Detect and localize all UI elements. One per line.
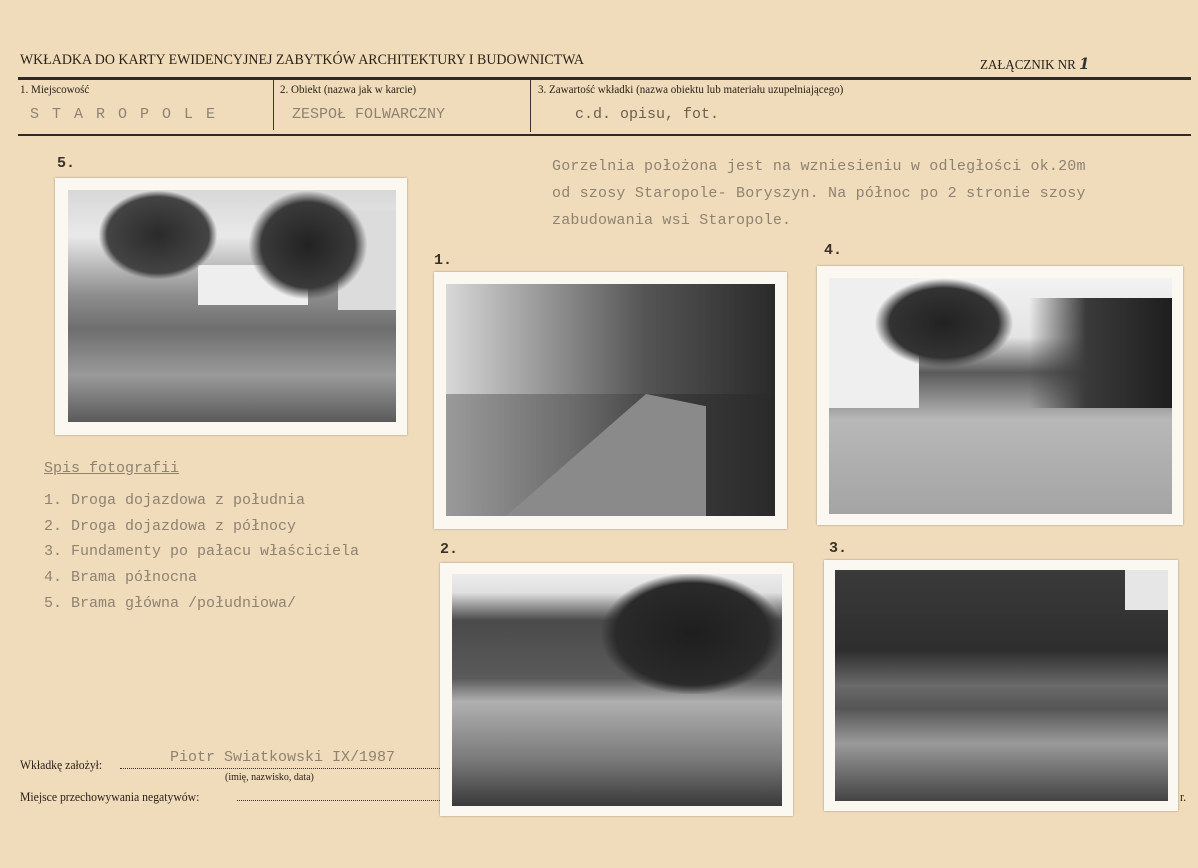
photo-list-title: Spis fotografii: [44, 460, 180, 477]
form-title: WKŁADKA DO KARTY EWIDENCYJNEJ ZABYTKÓW ARCHITEKTURY I BUDOWNICTWA: [20, 52, 584, 68]
author-hint: (imię, nazwisko, data): [225, 772, 314, 783]
photo-list-item: 1. Droga dojazdowa z południa: [44, 492, 306, 509]
footer-tail: r.: [1180, 789, 1187, 804]
photo-number: 5.: [57, 155, 76, 172]
field-divider: [273, 80, 274, 130]
header-divider: [18, 77, 1191, 80]
photo-list-item: 3. Fundamenty po pałacu właściciela: [44, 543, 360, 560]
negatives-line: [237, 800, 440, 801]
photo-list-item: 4. Brama północna: [44, 569, 198, 586]
photo-number: 4.: [824, 242, 843, 259]
fields-divider: [18, 134, 1191, 136]
author-line: [120, 768, 440, 769]
field-value-content: c.d. opisu, fot.: [575, 106, 720, 123]
field-divider: [530, 80, 531, 132]
photo-2: [440, 563, 793, 816]
photo-list-item: 2. Droga dojazdowa z północy: [44, 518, 297, 535]
photo-3: [824, 560, 1178, 811]
field-value-object: ZESPOŁ FOLWARCZNY: [292, 106, 446, 123]
photo-4: [817, 266, 1183, 525]
field-label-locality: 1. Miejscowość: [20, 82, 90, 96]
field-label-content: 3. Zawartość wkładki (nazwa obiektu lub materiału uzupełniającego): [538, 82, 844, 96]
photo-list-item: 5. Brama główna /południowa/: [44, 595, 297, 612]
photo-number: 1.: [434, 252, 453, 269]
attachment-label: ZAŁĄCZNIK NR: [980, 58, 1076, 73]
field-label-object: 2. Obiekt (nazwa jak w karcie): [280, 82, 417, 96]
field-value-locality: S T A R O P O L E: [30, 106, 218, 123]
description-line: od szosy Staropole- Boryszyn. Na północ po 2 stronie szosy: [552, 185, 1086, 202]
attachment-value: 1: [1079, 54, 1090, 73]
description-line: zabudowania wsi Staropole.: [552, 212, 792, 229]
photo-1: [434, 272, 787, 529]
photo-number: 3.: [829, 540, 848, 557]
author-value: Piotr Swiatkowski IX/1987: [170, 749, 396, 766]
photo-5: [55, 178, 407, 435]
author-label: Wkładkę założył:: [20, 757, 103, 772]
description-line: Gorzelnia położona jest na wzniesieniu w odległości ok.20m: [552, 158, 1086, 175]
negatives-label: Miejsce przechowywania negatywów:: [20, 789, 200, 804]
attachment-number: [980, 54, 1089, 74]
photo-number: 2.: [440, 541, 459, 558]
